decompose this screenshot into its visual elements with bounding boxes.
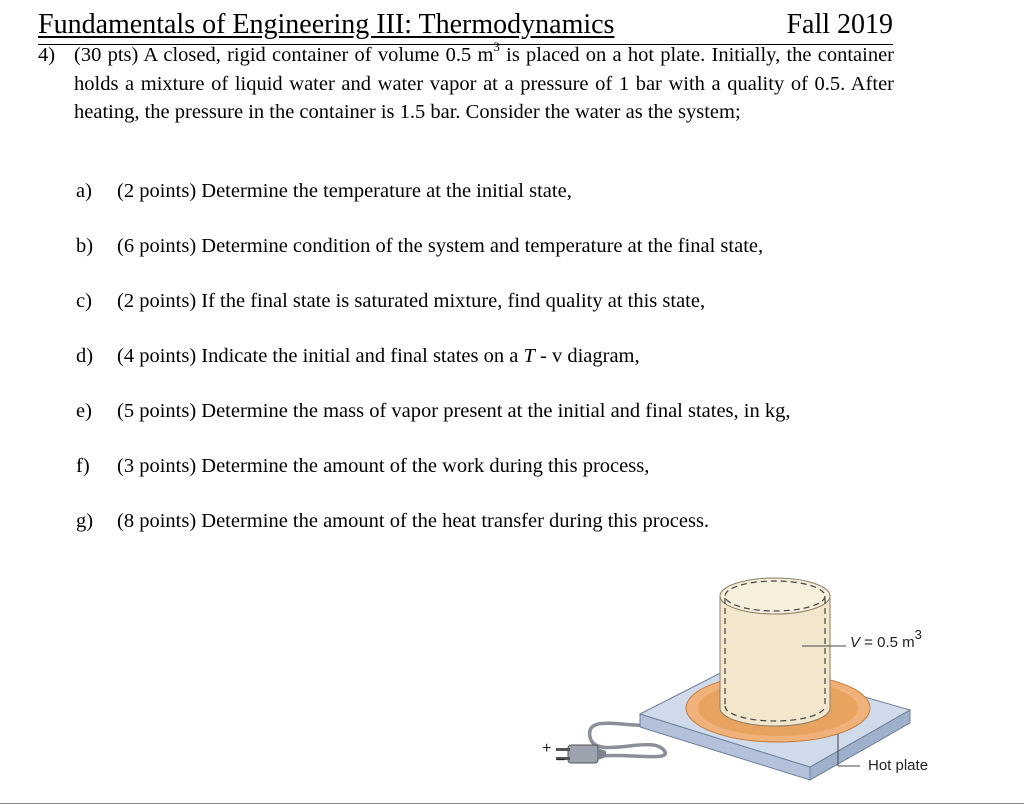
page-header [38, 8, 893, 45]
problem-statement [38, 41, 894, 127]
part-letter: a) [76, 180, 92, 202]
container-top [720, 578, 830, 614]
volume-sup: 3 [914, 627, 922, 642]
part-text: (2 points) If the final state is saturated mixture, find quality at this state, [117, 290, 706, 312]
course-title: Fundamentals of Engineering III: Thermodynamics [38, 9, 615, 40]
part-letter: f) [76, 455, 90, 477]
part-text-post: - v diagram, [534, 345, 640, 367]
part-e [76, 396, 916, 426]
hot-plate-figure [520, 562, 970, 792]
problem-number: 4) [38, 44, 56, 66]
page-bottom-rule [0, 803, 1024, 804]
part-c [76, 286, 916, 316]
part-g [76, 506, 916, 536]
term-label: Fall 2019 [786, 9, 893, 40]
part-f [76, 451, 916, 481]
problem-text-pre: (30 pts) A closed, rigid container of volume 0.5 m [74, 44, 494, 66]
part-text-pre: (4 points) Indicate the initial and final states on a [117, 345, 524, 367]
part-letter: g) [76, 510, 94, 532]
part-b [76, 231, 916, 261]
part-text: (5 points) Determine the mass of vapor present at the initial and final states, in kg, [117, 400, 791, 422]
problem-text-post: is placed on a hot plate. Initially, the container holds a mixture of liquid water and water vapor at a pressure of 1 bar with a quality of 0.5. After heating, the pressure in the container is 1.5 bar. Consider the water as the system; [74, 44, 895, 123]
part-letter: e) [76, 400, 92, 422]
part-text: (6 points) Determine condition of the system and temperature at the final state, [117, 235, 764, 257]
part-d [76, 341, 916, 371]
part-text: (8 points) Determine the amount of the heat transfer during this process. [117, 510, 710, 532]
part-text: (2 points) Determine the temperature at the initial state, [117, 180, 572, 202]
part-letter: b) [76, 235, 94, 257]
volume-label [850, 627, 922, 651]
plug-plus-label: + [542, 740, 552, 757]
part-text [117, 341, 640, 371]
container-body [720, 596, 830, 726]
volume-symbol: V [850, 634, 861, 651]
part-text-italic: T [523, 345, 535, 367]
part-a [76, 176, 916, 206]
part-text: (3 points) Determine the amount of the work during this process, [117, 455, 650, 477]
volume-value: = 0.5 m [860, 634, 915, 651]
hot-plate-label: Hot plate [868, 757, 929, 774]
part-letter: d) [76, 345, 94, 367]
plug-minus-label: − [556, 752, 566, 769]
part-letter: c) [76, 290, 92, 312]
problem-text-sup: 3 [493, 39, 500, 55]
problem-body [74, 41, 894, 127]
